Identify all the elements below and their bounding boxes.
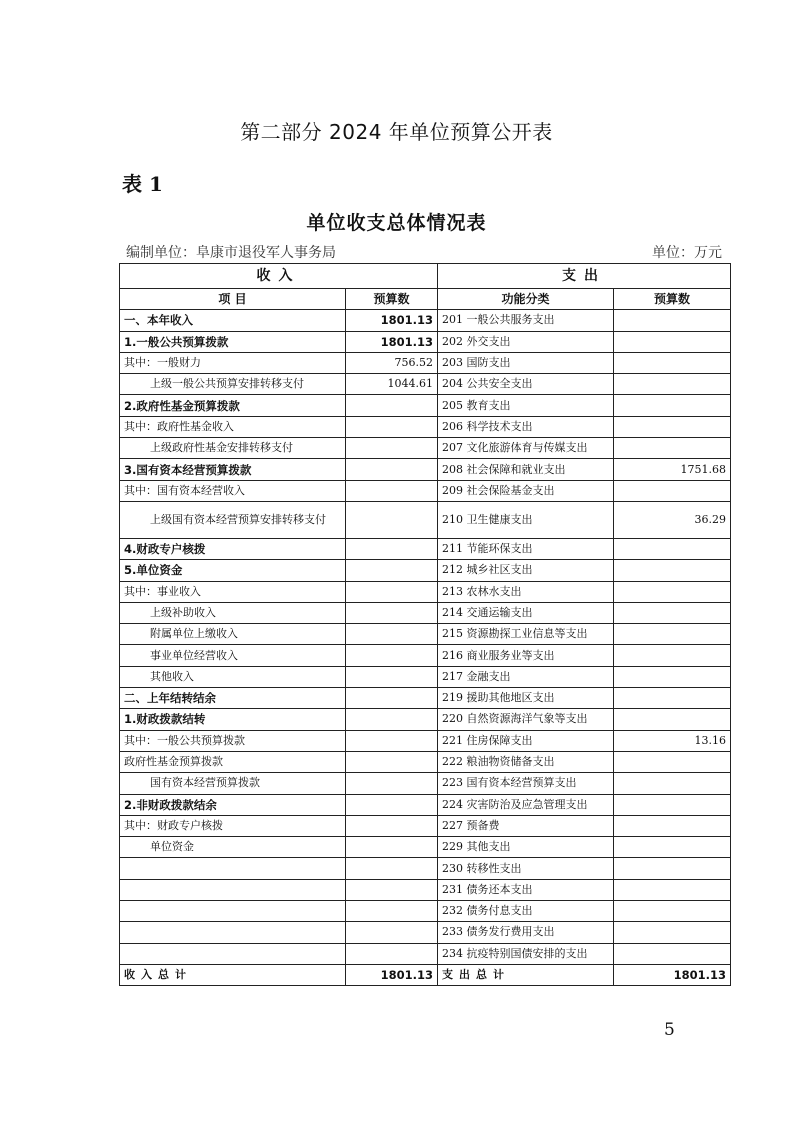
table-row bbox=[120, 943, 731, 964]
expense-value-cell bbox=[614, 837, 731, 858]
expense-item-cell: 234 抗疫特别国债安排的支出 bbox=[438, 943, 614, 964]
income-item-cell: 2.政府性基金预算拨款 bbox=[120, 395, 346, 416]
table-meta-row bbox=[126, 242, 726, 262]
income-item-cell bbox=[120, 858, 346, 879]
table-row bbox=[120, 480, 731, 501]
income-item-cell: 事业单位经营收入 bbox=[120, 645, 346, 666]
expense-value-cell bbox=[614, 858, 731, 879]
income-value-cell bbox=[346, 943, 438, 964]
income-item-cell: 4.财政专户核拨 bbox=[120, 538, 346, 559]
table-row bbox=[120, 666, 731, 687]
income-value-cell bbox=[346, 395, 438, 416]
expense-item-cell: 231 债务还本支出 bbox=[438, 879, 614, 900]
expense-value-cell bbox=[614, 773, 731, 794]
income-value-cell bbox=[346, 624, 438, 645]
table-row bbox=[120, 624, 731, 645]
expense-item-cell: 202 外交支出 bbox=[438, 331, 614, 352]
expense-item-cell: 221 住房保障支出 bbox=[438, 730, 614, 751]
income-value-cell bbox=[346, 688, 438, 709]
income-item-cell bbox=[120, 922, 346, 943]
income-item-cell: 上级国有资本经营预算安排转移支付 bbox=[120, 501, 346, 538]
expense-item-cell: 205 教育支出 bbox=[438, 395, 614, 416]
expense-value-cell bbox=[614, 645, 731, 666]
income-header: 收入 bbox=[120, 264, 438, 289]
income-item-cell: 5.单位资金 bbox=[120, 560, 346, 581]
table-row bbox=[120, 773, 731, 794]
income-item-cell: 3.国有资本经营预算拨款 bbox=[120, 459, 346, 480]
expense-item-cell: 232 债务付息支出 bbox=[438, 901, 614, 922]
expense-item-cell: 207 文化旅游体育与传媒支出 bbox=[438, 438, 614, 459]
expense-value-cell bbox=[614, 624, 731, 645]
expense-value-cell bbox=[614, 751, 731, 772]
income-value-cell bbox=[346, 416, 438, 437]
income-item-cell: 2.非财政拨款结余 bbox=[120, 794, 346, 815]
income-item-cell: 1.财政拨款结转 bbox=[120, 709, 346, 730]
table-row bbox=[120, 459, 731, 480]
income-value-cell bbox=[346, 438, 438, 459]
expense-value-cell bbox=[614, 581, 731, 602]
expense-item-cell: 213 农林水支出 bbox=[438, 581, 614, 602]
item-header: 项 目 bbox=[120, 289, 346, 310]
income-value-cell bbox=[346, 901, 438, 922]
income-item-cell: 国有资本经营预算拨款 bbox=[120, 773, 346, 794]
table-row bbox=[120, 581, 731, 602]
header-row-2 bbox=[120, 289, 731, 310]
table-row bbox=[120, 395, 731, 416]
expense-value-cell bbox=[614, 666, 731, 687]
income-value-cell bbox=[346, 709, 438, 730]
table-row bbox=[120, 602, 731, 623]
table-row bbox=[120, 560, 731, 581]
expense-item-cell: 204 公共安全支出 bbox=[438, 374, 614, 395]
expense-value-cell: 13.16 bbox=[614, 730, 731, 751]
income-item-cell: 一、本年收入 bbox=[120, 310, 346, 331]
expense-item-cell: 220 自然资源海洋气象等支出 bbox=[438, 709, 614, 730]
expense-item-cell: 219 援助其他地区支出 bbox=[438, 688, 614, 709]
budget2-header: 预算数 bbox=[614, 289, 731, 310]
table-row bbox=[120, 374, 731, 395]
income-value-cell bbox=[346, 922, 438, 943]
unit-label: 单位：万元 bbox=[652, 245, 722, 261]
income-item-cell: 政府性基金预算拨款 bbox=[120, 751, 346, 772]
expense-item-cell: 222 粮油物资储备支出 bbox=[438, 751, 614, 772]
org-label: 编制单位：阜康市退役军人事务局 bbox=[126, 245, 336, 261]
income-value-cell bbox=[346, 581, 438, 602]
expense-item-cell: 224 灾害防治及应急管理支出 bbox=[438, 794, 614, 815]
income-item-cell: 1.一般公共预算拨款 bbox=[120, 331, 346, 352]
income-item-cell: 其中：事业收入 bbox=[120, 581, 346, 602]
expense-value-cell bbox=[614, 538, 731, 559]
budget-table bbox=[119, 263, 731, 986]
income-item-cell: 上级一般公共预算安排转移支付 bbox=[120, 374, 346, 395]
expense-total-label: 支出总计 bbox=[438, 964, 614, 985]
expense-value-cell bbox=[614, 374, 731, 395]
income-item-cell: 附属单位上缴收入 bbox=[120, 624, 346, 645]
part-title: 第二部分 2024 年单位预算公开表 bbox=[240, 120, 553, 144]
expense-item-cell: 206 科学技术支出 bbox=[438, 416, 614, 437]
income-value-cell bbox=[346, 879, 438, 900]
totals-row bbox=[120, 964, 731, 985]
income-value-cell: 756.52 bbox=[346, 352, 438, 373]
expense-value-cell bbox=[614, 602, 731, 623]
income-value-cell bbox=[346, 666, 438, 687]
expense-value-cell bbox=[614, 331, 731, 352]
income-item-cell: 其中：一般财力 bbox=[120, 352, 346, 373]
expense-value-cell: 1751.68 bbox=[614, 459, 731, 480]
budget-header: 预算数 bbox=[346, 289, 438, 310]
expense-item-cell: 230 转移性支出 bbox=[438, 858, 614, 879]
income-value-cell bbox=[346, 815, 438, 836]
expense-item-cell: 214 交通运输支出 bbox=[438, 602, 614, 623]
income-value-cell bbox=[346, 560, 438, 581]
header-row-1 bbox=[120, 264, 731, 289]
income-item-cell bbox=[120, 901, 346, 922]
table-row bbox=[120, 438, 731, 459]
expense-value-cell bbox=[614, 794, 731, 815]
table-row bbox=[120, 858, 731, 879]
income-value-cell bbox=[346, 837, 438, 858]
expense-item-cell: 208 社会保障和就业支出 bbox=[438, 459, 614, 480]
expense-value-cell bbox=[614, 395, 731, 416]
page-number: 5 bbox=[664, 1020, 675, 1040]
expense-item-cell: 210 卫生健康支出 bbox=[438, 501, 614, 538]
expense-value-cell bbox=[614, 815, 731, 836]
table-row bbox=[120, 688, 731, 709]
table-row bbox=[120, 501, 731, 538]
table-row bbox=[120, 794, 731, 815]
expense-item-cell: 229 其他支出 bbox=[438, 837, 614, 858]
expense-value-cell bbox=[614, 901, 731, 922]
expense-value-cell bbox=[614, 352, 731, 373]
expense-item-cell: 215 资源勘探工业信息等支出 bbox=[438, 624, 614, 645]
income-item-cell: 其中：政府性基金收入 bbox=[120, 416, 346, 437]
expense-item-cell: 227 预备费 bbox=[438, 815, 614, 836]
func-class-header: 功能分类 bbox=[438, 289, 614, 310]
income-item-cell bbox=[120, 943, 346, 964]
table-title: 单位收支总体情况表 bbox=[306, 212, 487, 234]
table-row bbox=[120, 730, 731, 751]
expense-total-value: 1801.13 bbox=[614, 964, 731, 985]
table-row bbox=[120, 709, 731, 730]
table-row bbox=[120, 352, 731, 373]
income-value-cell: 1801.13 bbox=[346, 310, 438, 331]
table-row bbox=[120, 538, 731, 559]
expense-item-cell: 233 债务发行费用支出 bbox=[438, 922, 614, 943]
table-row bbox=[120, 815, 731, 836]
expense-item-cell: 216 商业服务业等支出 bbox=[438, 645, 614, 666]
income-item-cell: 上级政府性基金安排转移支付 bbox=[120, 438, 346, 459]
table-row bbox=[120, 879, 731, 900]
income-value-cell bbox=[346, 459, 438, 480]
income-value-cell: 1801.13 bbox=[346, 331, 438, 352]
table-row bbox=[120, 922, 731, 943]
expense-value-cell bbox=[614, 560, 731, 581]
table-row bbox=[120, 416, 731, 437]
table-row bbox=[120, 310, 731, 331]
expense-header: 支出 bbox=[438, 264, 731, 289]
income-value-cell bbox=[346, 794, 438, 815]
income-value-cell bbox=[346, 538, 438, 559]
expense-value-cell bbox=[614, 879, 731, 900]
expense-value-cell bbox=[614, 438, 731, 459]
income-item-cell: 其他收入 bbox=[120, 666, 346, 687]
income-item-cell: 其中：国有资本经营收入 bbox=[120, 480, 346, 501]
income-item-cell: 二、上年结转结余 bbox=[120, 688, 346, 709]
income-total-label: 收入总计 bbox=[120, 964, 346, 985]
income-value-cell: 1044.61 bbox=[346, 374, 438, 395]
table-label: 表 1 bbox=[122, 172, 163, 196]
income-value-cell bbox=[346, 730, 438, 751]
expense-value-cell bbox=[614, 416, 731, 437]
expense-item-cell: 217 金融支出 bbox=[438, 666, 614, 687]
table-row bbox=[120, 751, 731, 772]
table-row bbox=[120, 331, 731, 352]
income-value-cell bbox=[346, 501, 438, 538]
income-item-cell: 其中：财政专户核拨 bbox=[120, 815, 346, 836]
income-value-cell bbox=[346, 773, 438, 794]
income-value-cell bbox=[346, 602, 438, 623]
income-item-cell bbox=[120, 879, 346, 900]
income-value-cell bbox=[346, 480, 438, 501]
expense-value-cell bbox=[614, 922, 731, 943]
expense-item-cell: 201 一般公共服务支出 bbox=[438, 310, 614, 331]
expense-item-cell: 211 节能环保支出 bbox=[438, 538, 614, 559]
income-item-cell: 上级补助收入 bbox=[120, 602, 346, 623]
expense-value-cell: 36.29 bbox=[614, 501, 731, 538]
income-total-value: 1801.13 bbox=[346, 964, 438, 985]
expense-value-cell bbox=[614, 688, 731, 709]
table-row bbox=[120, 837, 731, 858]
expense-value-cell bbox=[614, 480, 731, 501]
expense-item-cell: 203 国防支出 bbox=[438, 352, 614, 373]
table-row bbox=[120, 645, 731, 666]
expense-value-cell bbox=[614, 943, 731, 964]
expense-value-cell bbox=[614, 709, 731, 730]
income-value-cell bbox=[346, 645, 438, 666]
table-row bbox=[120, 901, 731, 922]
expense-item-cell: 212 城乡社区支出 bbox=[438, 560, 614, 581]
income-item-cell: 其中：一般公共预算拨款 bbox=[120, 730, 346, 751]
expense-item-cell: 209 社会保险基金支出 bbox=[438, 480, 614, 501]
income-item-cell: 单位资金 bbox=[120, 837, 346, 858]
expense-value-cell bbox=[614, 310, 731, 331]
income-value-cell bbox=[346, 858, 438, 879]
expense-item-cell: 223 国有资本经营预算支出 bbox=[438, 773, 614, 794]
income-value-cell bbox=[346, 751, 438, 772]
